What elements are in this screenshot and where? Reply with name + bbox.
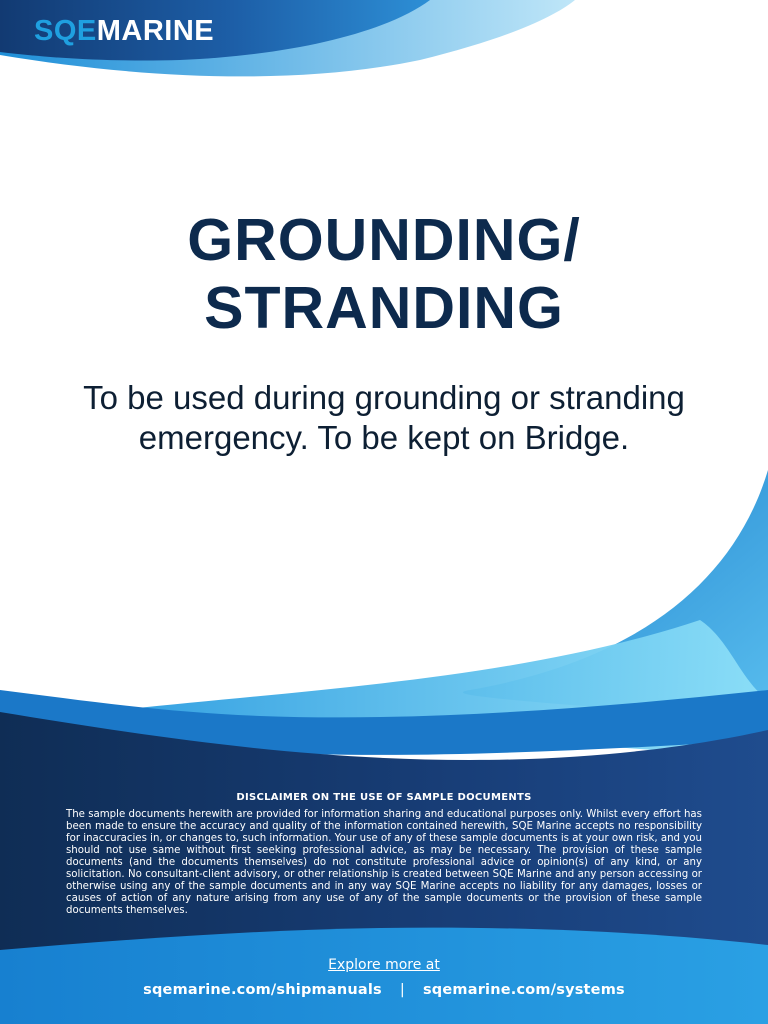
disclaimer-text: The sample documents herewith are provided for information sharing and educational purposes only. Whilst every effort has been made to ensure the accuracy and quality of the information contained herewith, SQE Marine accepts no responsibility for inaccuracies in, or changes to, such information. Your use of any of these sample documents is at your own risk, and you should not use same without first seeking professional advice, as may be necessary. The provision of these sample documents (and the documents themselves) do not constitute professional advice or opinion(s) of any kind, or any solicitation. No consultant-client advisory, or other relationship is created between SQE Marine and any person accessing or otherwise using any of the sample documents and in any way SQE Marine accepts no liability for any damages, losses or causes of action of any nature arising from any use of any of the sample documents or the provision of these sample documents themselves. [66, 809, 702, 916]
disclaimer-heading: DISCLAIMER ON THE USE OF SAMPLE DOCUMENTS [236, 792, 532, 803]
page-title [0, 206, 768, 342]
link-systems[interactable]: sqemarine.com/systems [422, 982, 625, 998]
footer-links [0, 982, 768, 998]
subtitle: To be used during grounding or stranding emergency. To be kept on Bridge. [83, 379, 685, 456]
logo-part-sqe: SQE [34, 15, 97, 47]
title-line-1: GROUNDING/ [187, 207, 581, 273]
title-line-2: STRANDING [204, 275, 564, 341]
explore-more-link[interactable]: Explore more at [328, 957, 440, 973]
sqe-marine-logo [34, 14, 214, 48]
link-separator: | [399, 982, 405, 998]
link-shipmanuals[interactable]: sqemarine.com/shipmanuals [143, 982, 382, 998]
logo-part-marine: MARINE [96, 15, 215, 47]
